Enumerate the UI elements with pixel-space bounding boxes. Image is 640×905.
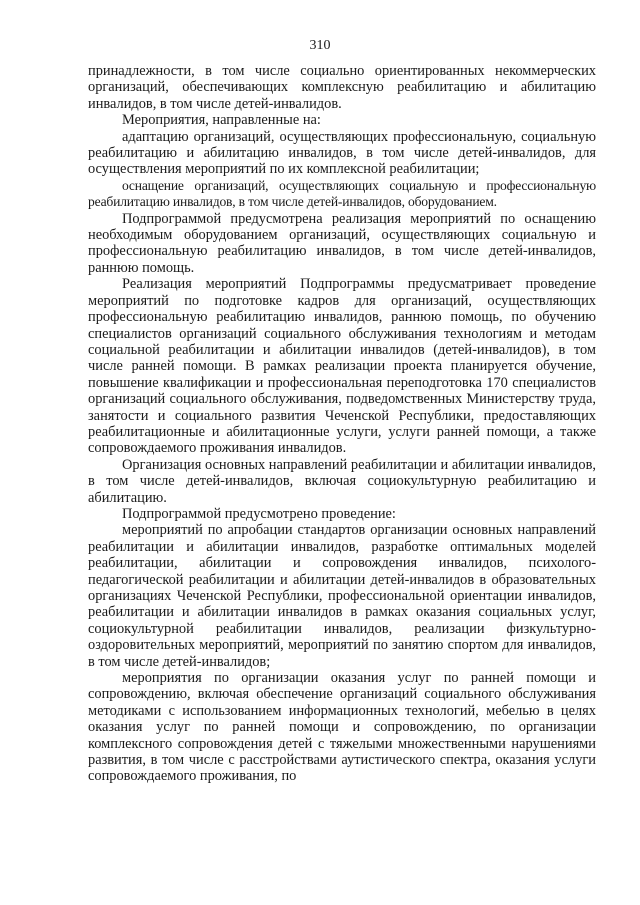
paragraph: Мероприятия, направленные на: (122, 112, 321, 129)
paragraph: Организация основных направлений реабилитации и абилитации инвалидов, в том числе детей-инвалидов, включая социокультурную реабилитацию и абилитацию. (88, 456, 596, 506)
paragraph: адаптацию организаций, осуществляющих профессиональную, социальную реабилитацию и абилитацию инвалидов, в том числе детей-инвалидов, для осуществления мероприятий по их комплексной реабилитации; (88, 128, 596, 178)
document-body (88, 63, 596, 785)
paragraph: оснащение организаций, осуществляющих социальную и профессиональную реабилитацию инвалидов, в том числе детей-инвалидов, оборудованием. (88, 177, 596, 210)
paragraph: мероприятия по организации оказания услуг по ранней помощи и сопровождению, включая обеспечение организаций социального обслуживания методиками с использованием информационных технологий, мебелью в целях оказания услуг по ранней помощи и сопровождению, по организации комплексного сопровождения детей с тяжелыми множественными нарушениями развития, в том числе с расстройствами аутистического спектра, оказания услуги сопровождаемого проживания, по (88, 670, 596, 785)
paragraph: принадлежности, в том числе социально ориентированных некоммерческих организаций, обеспечивающих комплексную реабилитацию и абилитацию инвалидов, в том числе детей-инвалидов. (88, 63, 596, 112)
paragraph: мероприятий по апробации стандартов организации основных направлений реабилитации и абилитации инвалидов, разработке оптимальных моделей реабилитации, абилитации и сопровождения инвалидов, психолого-педагогической реабилитации и абилитации детей-инвалидов в образовательных организациях Чеченской Республики, профессиональной ориентации инвалидов, реабилитации и абилитации инвалидов в рамках оказания социальных услуг, социокультурной реабилитации инвалидов, реализации физкультурно-оздоровительных мероприятий, мероприятий по занятию спортом для инвалидов, в том числе детей-инвалидов; (88, 522, 596, 670)
paragraph: Реализация мероприятий Подпрограммы предусматривает проведение мероприятий по подготовке кадров для организаций, осуществляющих профессиональную реабилитацию инвалидов, раннюю помощь, по обучению специалистов организаций социального обслуживания технологиям и методам социальной реабилитации и абилитации инвалидов (детей-инвалидов), в том числе ранней помощи. В рамках реализации проекта планируется обучение, повышение квалификации и профессиональная переподготовка 170 специалистов организаций социального обслуживания, подведомственных Министерству труда, занятости и социального развития Чеченской Республики, предоставляющих реабилитационные и абилитационные услуги, услуги ранней помощи, а также сопровождаемого проживания инвалидов. (88, 276, 596, 457)
page-number: 310 (309, 38, 331, 53)
paragraph: Подпрограммой предусмотрена реализация мероприятий по оснащению необходимым оборудованием организаций, осуществляющих социальную и профессиональную реабилитацию инвалидов, в том числе детей-инвалидов, раннюю помощь. (88, 210, 596, 276)
paragraph: Подпрограммой предусмотрено проведение: (122, 505, 396, 522)
